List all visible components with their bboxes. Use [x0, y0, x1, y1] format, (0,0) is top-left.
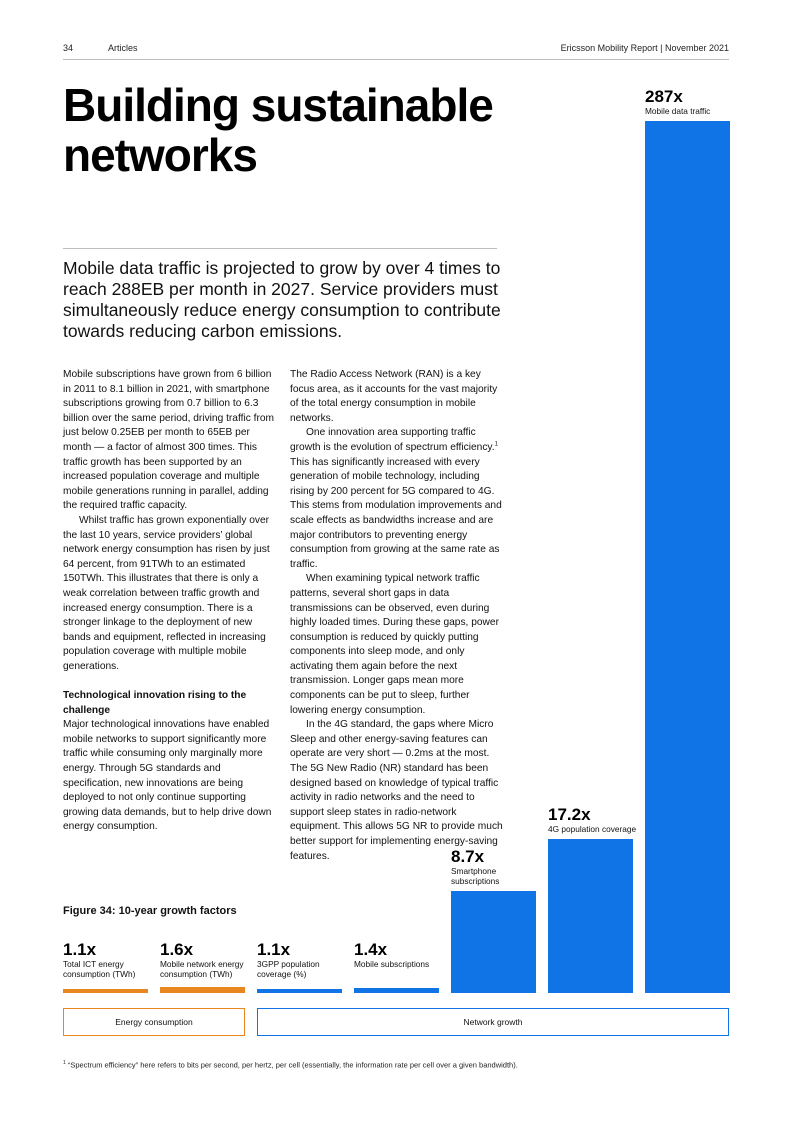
paragraph: Mobile subscriptions have grown from 6 billion in 2011 to 8.1 billion in 2021, with smartphone subscriptions growing from 0.7 billion to 6.3 billion over the same period, driving traffic from just below 0.25EB per month to 65EB per month — a factor of almost 300 times. This traffic growth has been supported by an increased population coverage and multiple mobile generations running in parallel, adding the required traffic capacity. [63, 369, 275, 512]
footnote [63, 1060, 518, 1070]
paragraph-text: This has significantly increased with every generation of mobile technology, including rising by 200 percent for 5G compared to 4G. This stems from modulation improvements and scale effects as bandwidths increase and are major contributors to preventing energy consumption from growing at the same rate as traffic. [290, 456, 502, 570]
bar-value: 1.4x [354, 940, 388, 959]
body-column-2 [290, 368, 506, 864]
paragraph: In the 4G standard, the gaps where Micro Sleep and other energy-saving features can operate are very short — 0.2ms at the most. The 5G New Radio (NR) standard has been designed based on knowledge of typical traffic activity in radio networks and the need to support sleep states in radio-network equipment. This allows 5G NR to provide much better support for implementing energy-saving features. [290, 719, 503, 862]
bar-value: 1.6x [160, 940, 194, 959]
bar-category: Mobile subscriptions [354, 959, 430, 969]
bar-label-6 [548, 806, 639, 834]
bar-label-4 [354, 941, 445, 969]
energy-consumption-group: Energy consumption [63, 1008, 245, 1036]
bar-category: Mobile data traffic [645, 106, 711, 116]
bar-6 [548, 839, 633, 993]
intro-text: Mobile data traffic is projected to grow by over 4 times to reach 288EB per month in 2027. Service providers must simultaneously reduce energy consumption to contribute towards reducing carbon emissions. [63, 258, 501, 341]
paragraph: When examining typical network traffic patterns, several short gaps in data transmissions can be observed, even during highly loaded times. During these gaps, power consumption is reduced by quickly putting components into sleep mode, and only activating them again before the next transmission. Longer gaps mean more components can be put to sleep, further lowering energy consumption. [290, 573, 499, 716]
bar-category: 3GPP population coverage (%) [257, 959, 320, 979]
footnote-marker: 1 [63, 1060, 66, 1066]
bar-category: Total ICT energy consumption (TWh) [63, 959, 136, 979]
bar-value: 1.1x [63, 940, 97, 959]
page-number: 34 [63, 43, 74, 53]
bar-value: 1.1x [257, 940, 291, 959]
bar-7 [645, 121, 730, 993]
bar-label-1 [63, 941, 154, 979]
bar-category: Smartphone subscriptions [451, 866, 500, 886]
footnote-text: “Spectrum efficiency” here refers to bits per second, per hertz, per cell (essentially, the information rate per cell over a given bandwidth). [65, 1060, 518, 1070]
bar-2 [160, 987, 245, 993]
subheading: Technological innovation rising to the challenge [63, 690, 247, 716]
page-title: Building sustainable networks [63, 79, 493, 181]
bar-5 [451, 891, 536, 993]
bar-label-3 [257, 941, 348, 979]
bar-label-7 [645, 88, 736, 116]
intro-rule [63, 248, 497, 249]
footnote-ref: 1 [494, 441, 498, 448]
bar-1 [63, 989, 148, 993]
header-rule [63, 59, 729, 60]
paragraph [290, 426, 506, 572]
bar-label-2 [160, 941, 251, 979]
bar-value: 17.2x [548, 805, 591, 824]
paragraph: The Radio Access Network (RAN) is a key focus area, as it accounts for the vast majority of the total energy consumption in mobile networks. [290, 369, 498, 424]
publication-label: Ericsson Mobility Report | November 2021 [560, 43, 729, 53]
paragraph: Whilst traffic has grown exponentially over the last 10 years, service providers’ global network energy consumption has risen by just 64 percent, from 91TWh to an estimated 150TWh. This illustrates that there is only a weak correlation between traffic growth and increased energy consumption. There is a stronger linkage to the deployment of new bands and equipment, reflected in increasing population coverage with multiple mobile generations. [63, 514, 270, 672]
bar-category: 4G population coverage [548, 824, 637, 834]
body-column-1 [63, 368, 279, 835]
paragraph: Major technological innovations have enabled mobile networks to support significantly more traffic while consuming only marginally more energy. Through 5G standards and specification, new innovations are being deployed to not only continue supporting growing data demands, but to help drive down energy consumption. [63, 719, 272, 833]
paragraph-text: One innovation area supporting traffic growth is the evolution of spectrum efficiency. [290, 427, 495, 453]
network-growth-group: Network growth [257, 1008, 729, 1036]
bar-category: Mobile network energy consumption (TWh) [160, 959, 244, 979]
section-label: Articles [108, 43, 138, 53]
bar-value: 287x [645, 87, 683, 106]
bar-value: 8.7x [451, 847, 485, 866]
figure-title: Figure 34: 10-year growth factors [63, 905, 237, 917]
bar-4 [354, 988, 439, 993]
bar-3 [257, 989, 342, 993]
